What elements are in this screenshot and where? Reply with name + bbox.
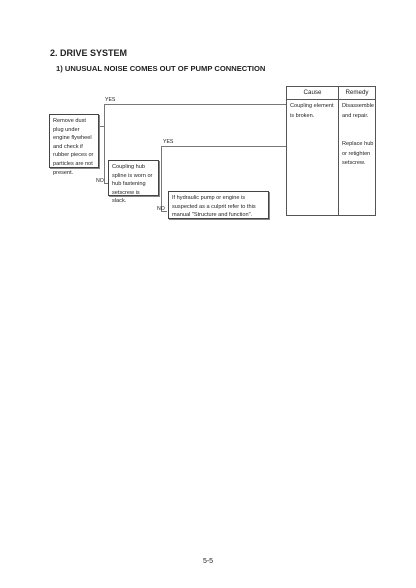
cause-1: Coupling element is broken. xyxy=(290,103,334,119)
page-number: 5-5 xyxy=(202,558,214,565)
remedy-header: Remedy xyxy=(345,89,369,96)
yes-label-1: YES xyxy=(105,97,116,103)
remedy-2: Replace hub or retighten setscrew. xyxy=(342,141,374,166)
yes-label-2: YES xyxy=(163,139,174,145)
coupling-hub-check-box: Coupling hub spline is worn or hub fastening setscrew is slack. xyxy=(108,160,159,196)
cause-remedy-table xyxy=(286,86,376,216)
connector-yes-1 xyxy=(104,104,286,105)
remedy-1: Disassemble and repair. xyxy=(342,103,375,119)
subsection-title: 1) UNUSUAL NOISE COMES OUT OF PUMP CONNECTION xyxy=(56,64,266,73)
cause-header: Cause xyxy=(303,89,322,96)
connector-main-vertical xyxy=(104,104,105,184)
table-column-divider xyxy=(338,87,339,215)
start-check-box: Remove dust plug under engine flywheel and check if rubber pieces or particles are not present. xyxy=(49,114,99,168)
hydraulic-pump-note-box: If hydraulic pump or engine is suspected as a culprit refer to this manual "Structure and function". xyxy=(168,191,269,219)
section-title: 2. DRIVE SYSTEM xyxy=(50,48,128,58)
connector-check2-vertical xyxy=(161,146,162,212)
table-header-divider xyxy=(287,99,375,100)
no-label-1: NO xyxy=(96,178,104,184)
no-label-2: NO xyxy=(157,206,165,212)
connector-yes-2 xyxy=(161,146,286,147)
